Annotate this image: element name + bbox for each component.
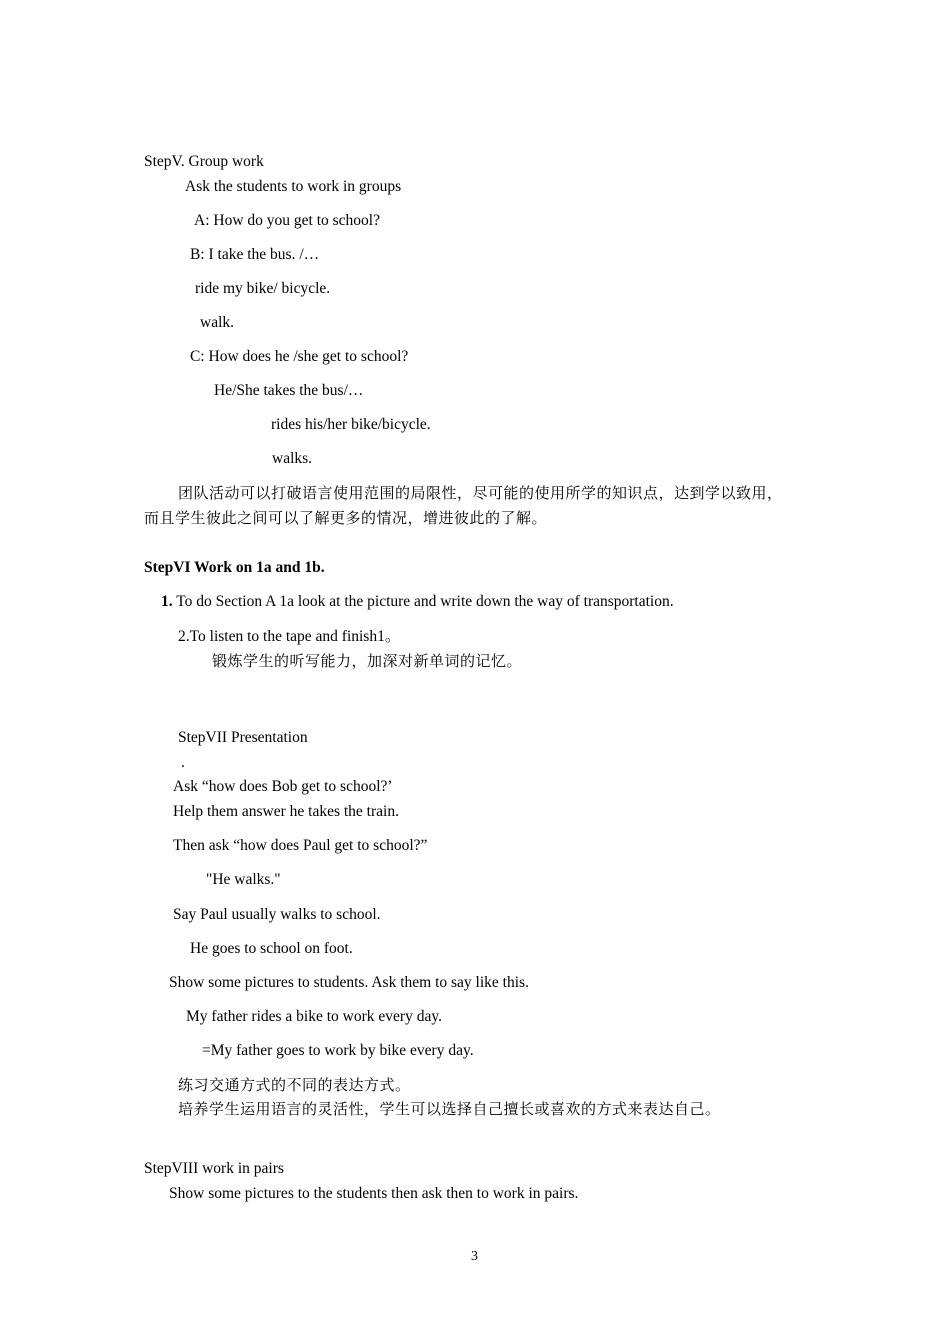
step6-item-1 (161, 592, 674, 612)
step7-note: 培养学生运用语言的灵活性，学生可以选择自己擅长或喜欢的方式来表达自己。 (178, 1100, 721, 1118)
dialogue-line: walks. (272, 450, 313, 467)
step5-note: 而且学生彼此之间可以了解更多的情况，增进彼此的了解。 (144, 509, 548, 527)
step6-heading: StepVI Work on 1a and 1b. (144, 559, 325, 576)
dialogue-line: A: How do you get to school? (194, 212, 380, 229)
presentation-line: Then ask “how does Paul get to school?” (173, 837, 428, 854)
step7-note: 练习交通方式的不同的表达方式。 (178, 1076, 411, 1094)
item-number: 1. (161, 593, 173, 610)
step5-intro: Ask the students to work in groups (185, 178, 402, 195)
step6-note: 锻炼学生的听写能力，加深对新单词的记忆。 (212, 652, 523, 670)
step8-heading: StepVIII work in pairs (144, 1160, 284, 1177)
dialogue-line: B: I take the bus. /… (190, 246, 320, 263)
item-text: To do Section A 1a look at the picture and write down the way of transportation. (172, 593, 674, 610)
dialogue-line: C: How does he /she get to school? (190, 348, 409, 365)
presentation-line: "He walks." (206, 871, 281, 888)
presentation-line: Ask “how does Bob get to school?’ (173, 778, 393, 795)
step5-note: 团队活动可以打破语言使用范围的局限性，尽可能的使用所学的知识点，达到学以致用， (178, 484, 783, 502)
step7-heading: StepVII Presentation (178, 729, 308, 746)
presentation-line: My father rides a bike to work every day. (186, 1008, 442, 1025)
presentation-line: Help them answer he takes the train. (173, 803, 399, 820)
presentation-line: He goes to school on foot. (190, 940, 353, 957)
step6-item-2: 2.To listen to the tape and finish1。 (178, 628, 401, 645)
presentation-line: Show some pictures to students. Ask them to say like this. (169, 974, 529, 991)
dialogue-line: walk. (200, 314, 235, 331)
presentation-line: =My father goes to work by bike every day. (202, 1042, 474, 1059)
step5-heading: StepV. Group work (144, 153, 264, 170)
step8-line: Show some pictures to the students then ask then to work in pairs. (169, 1185, 579, 1202)
dialogue-line: He/She takes the bus/… (214, 382, 364, 399)
dialogue-line: ride my bike/ bicycle. (195, 280, 331, 297)
presentation-line: Say Paul usually walks to school. (173, 906, 381, 923)
step7-dot: . (181, 754, 185, 771)
page-number: 3 (471, 1249, 478, 1264)
dialogue-line: rides his/her bike/bicycle. (271, 416, 431, 433)
